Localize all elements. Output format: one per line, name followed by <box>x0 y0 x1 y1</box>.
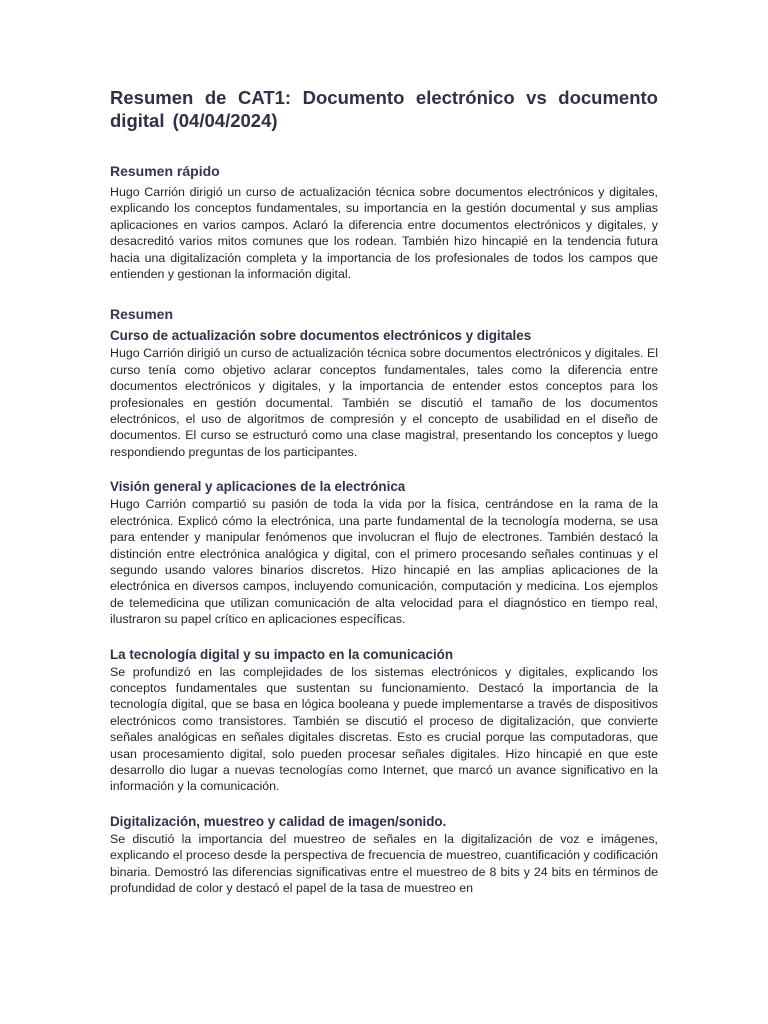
section-paragraph-course: Hugo Carrión dirigió un curso de actualización técnica sobre documentos electrónicos y digitales. El curso tenía como objetivo aclarar conceptos fundamentales, tales como la diferencia entre documentos electrónicos y digitales, y la importancia de entender estos conceptos para los profesionales en gestión documental. También se discutió el tamaño de los documentos electrónicos, el uso de algoritmos de compresión y el concepto de usabilidad en el diseño de documentos. El curso se estructuró como una clase magistral, presentando los conceptos y luego respondiendo preguntas de los participantes. <box>110 346 658 459</box>
summary-heading: Resumen <box>110 306 174 323</box>
section-heading-electronics: Visión general y aplicaciones de la electrónica <box>110 479 406 495</box>
section-heading-digitalization: Digitalización, muestreo y calidad de imagen/sonido. <box>110 813 447 829</box>
section-heading-digital-tech: La tecnología digital y su impacto en la comunicación <box>110 646 454 662</box>
document-title: Resumen de CAT1: Documento electrónico vs documento digital (04/04/2024) <box>110 87 658 131</box>
quick-summary-heading: Resumen rápido <box>110 163 220 179</box>
section-heading-course: Curso de actualización sobre documentos electrónicos y digitales <box>110 328 532 344</box>
section-paragraph-digitalization: Se discutió la importancia del muestreo de señales en la digitalización de voz e imágenes, explicando el proceso desde la perspectiva de frecuencia de muestreo, cuantificación y codificación binaria. Demostró las diferencias significativas entre el muestreo de 8 bits y 24 bits en términos de profundidad de color y destacó el papel de la tasa de muestreo en <box>110 831 658 895</box>
section-paragraph-digital-tech: Se profundizó en las complejidades de los sistemas electrónicos y digitales, explicando los conceptos fundamentales que sustentan su funcionamiento. Destacó la importancia de la tecnología digital, que se basa en lógica booleana y puede implementarse a través de dispositivos electrónicos como transistores. También se discutió el proceso de digitalización, que convierte señales analógicas en señales digitales discretas. Esto es crucial porque las computadoras, que usan procesamiento digital, solo pueden procesar señales digitales. Hizo hincapié en que este desarrollo dio lugar a nuevas tecnologías como Internet, que marcó un avance significativo en la información y la comunicación. <box>110 664 658 794</box>
document-page <box>110 0 658 896</box>
quick-summary-paragraph: Hugo Carrión dirigió un curso de actualización técnica sobre documentos electrónicos y digitales, explicando los conceptos fundamentales, su importancia en la gestión documental y sus amplias aplicaciones en varios campos. Aclaró la diferencia entre documentos electrónicos y digitales, y desacreditó varios mitos comunes que los rodean. También hizo hincapié en la tendencia futura hacia una digitalización completa y la importancia de los profesionales de todos los campos que entienden y gestionan la información digital. <box>110 185 658 282</box>
section-paragraph-electronics: Hugo Carrión compartió su pasión de toda la vida por la física, centrándose en la rama de la electrónica. Explicó cómo la electrónica, una parte fundamental de la tecnología moderna, se usa para entender y manipular fenómenos que involucran el flujo de electrones. También destacó la distinción entre electrónica analógica y digital, con el primero procesando señales continuas y el segundo usando valores binarios discretos. Hizo hincapié en las amplias aplicaciones de la electrónica en diversos campos, incluyendo comunicación, computación y medicina. Los ejemplos de telemedicina que utilizan comunicación de alta velocidad para el diagnóstico en tiempo real, ilustraron su papel crítico en aplicaciones específicas. <box>110 497 658 627</box>
